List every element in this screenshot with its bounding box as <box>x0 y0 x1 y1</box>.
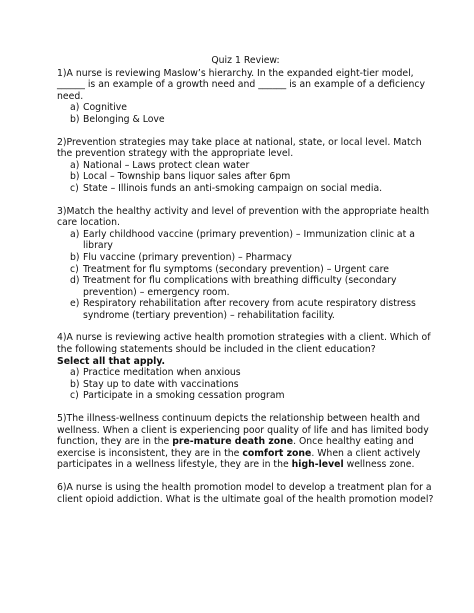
option-item: d) Treatment for flu complications with breathing difficulty (secondary prevention) – emergency room. <box>70 275 397 298</box>
question-4-options <box>57 367 434 402</box>
option-item: b) Stay up to date with vaccinations <box>70 378 239 390</box>
option-item: b) Flu vaccine (primary prevention) – Pharmacy <box>70 251 292 263</box>
option-item: a) Early childhood vaccine (primary prevention) – Immunization clinic at a library <box>70 228 415 252</box>
document-title: Quiz 1 Review: <box>211 55 280 66</box>
question-4-text: 4)A nurse is reviewing active health promotion strategies with a client. Which of the following statements should be included in the client education? <box>57 332 431 356</box>
question-4-instruction: Select all that apply. <box>57 355 166 367</box>
question-3 <box>57 206 434 322</box>
question-3-options <box>57 229 434 322</box>
question-1-text: 1)A nurse is reviewing Maslow’s hierarchy. In the expanded eight-tier model, ______ is an example of a growth need and ______ is an example of a deficiency need. <box>57 67 425 102</box>
option-item: c) State – Illinois funds an anti-smoking campaign on social media. <box>70 182 383 194</box>
question-4 <box>57 332 434 402</box>
option-item: c) Participate in a smoking cessation program <box>70 390 285 402</box>
question-3-text: 3)Match the healthy activity and level of prevention with the appropriate health care location. <box>57 205 430 229</box>
question-2-options <box>57 160 434 195</box>
question-2 <box>57 137 434 195</box>
option-item: b) Belonging & Love <box>70 113 165 125</box>
option-item: a) Cognitive <box>70 102 128 114</box>
question-5-text: 5)The illness-wellness continuum depicts the relationship between health and wellness. When a client is experiencing poor quality of life and has limited body function, they are in the pre-mature death zone. Once healthy eating and exercise is inconsistent, they are in the comfort zone. When a client actively participates in a wellness lifestyle, they are in the high-level wellness zone. <box>57 413 429 471</box>
question-6 <box>57 482 434 505</box>
option-item: c) Treatment for flu symptoms (secondary prevention) – Urgent care <box>70 263 390 275</box>
option-item: b) Local – Township bans liquor sales after 6pm <box>70 171 291 183</box>
question-5 <box>57 413 434 471</box>
option-item: a) National – Laws protect clean water <box>70 159 250 171</box>
question-1-options <box>57 102 434 125</box>
question-2-text: 2)Prevention strategies may take place at national, state, or local level. Match the prevention strategy with the appropriate level. <box>57 136 422 160</box>
option-item: a) Practice meditation when anxious <box>70 367 241 379</box>
question-6-text: 6)A nurse is using the health promotion model to develop a treatment plan for a client opioid addiction. What is the ultimate goal of the health promotion model? <box>57 482 434 505</box>
option-item: e) Respiratory rehabilitation after recovery from acute respiratory distress syndrome (tertiary prevention) – rehabilitation facility. <box>70 298 416 321</box>
question-1 <box>57 68 434 126</box>
